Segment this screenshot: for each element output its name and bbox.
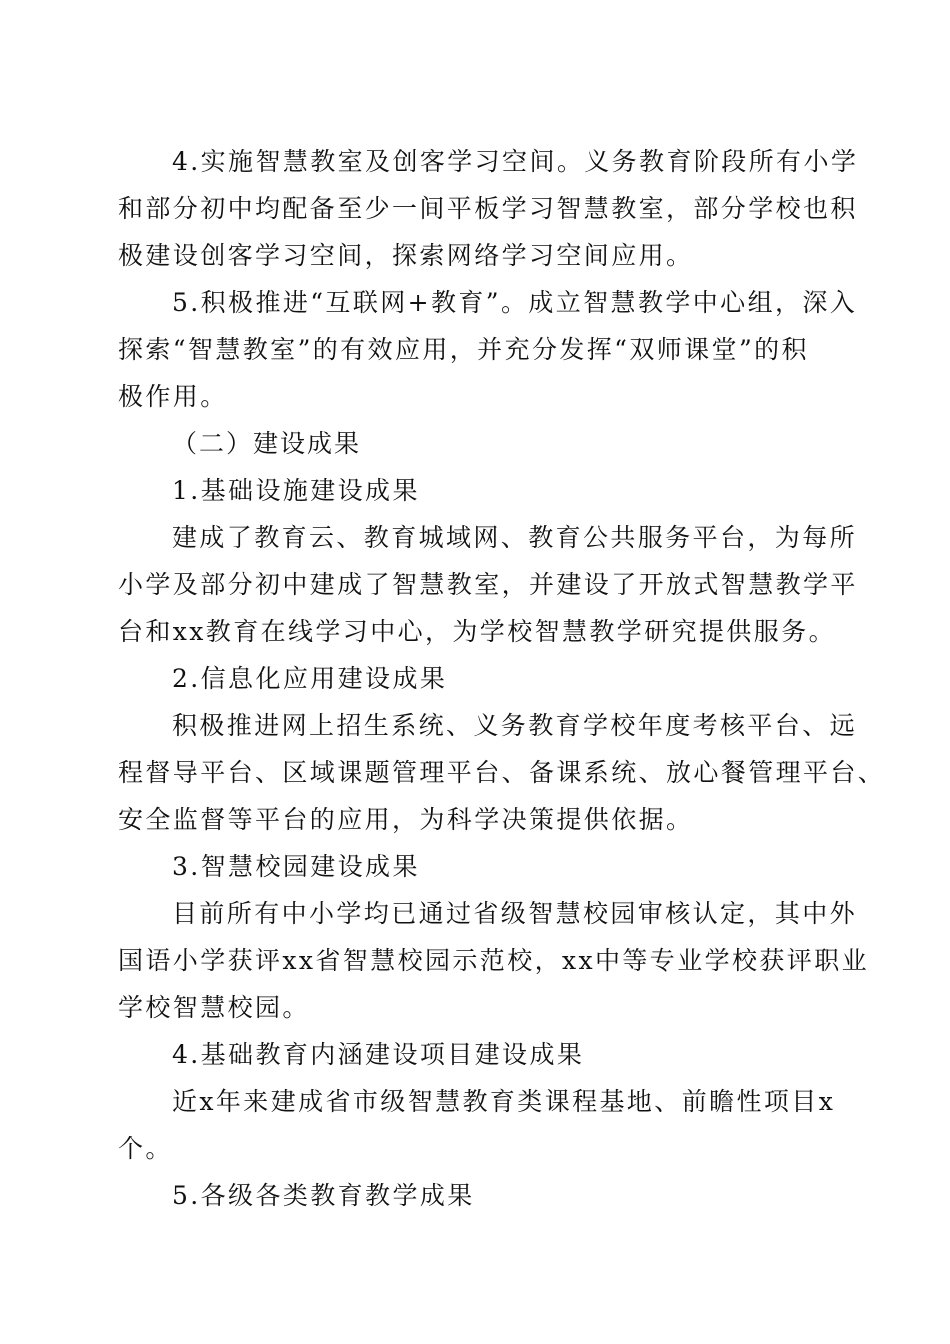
paragraph-line: 小学及部分初中建成了智慧教室，并建设了开放式智慧教学平 [118, 570, 858, 599]
subheading-5: 5.各级各类教育教学成果 [172, 1181, 475, 1210]
section-heading: （二）建设成果 [172, 429, 362, 458]
paragraph-line: 极作用。 [118, 382, 228, 411]
paragraph-line: 5.积极推进“互联网+教育”。成立智慧教学中心组，深入 [172, 288, 858, 317]
paragraph-line: 积极推进网上招生系统、义务教育学校年度考核平台、远 [172, 711, 858, 740]
paragraph-line: 学校智慧校园。 [118, 993, 310, 1022]
paragraph-line: 程督导平台、区域课题管理平台、备课系统、放心餐管理平台、 [118, 758, 886, 787]
subheading-4: 4.基础教育内涵建设项目建设成果 [172, 1040, 585, 1069]
paragraph-line: 和部分初中均配备至少一间平板学习智慧教室，部分学校也积 [118, 194, 858, 223]
paragraph-line: 目前所有中小学均已通过省级智慧校园审核认定，其中外 [172, 899, 858, 928]
paragraph-line: 4.实施智慧教室及创客学习空间。义务教育阶段所有小学 [172, 147, 859, 176]
subheading-3: 3.智慧校园建设成果 [172, 852, 420, 881]
paragraph-line: 个。 [118, 1134, 173, 1163]
paragraph-line: 安全监督等平台的应用，为科学决策提供依据。 [118, 805, 694, 834]
subheading-2: 2.信息化应用建设成果 [172, 664, 448, 693]
paragraph-line: 探索“智慧教室”的有效应用，并充分发挥“双师课堂”的积 [118, 335, 809, 364]
paragraph-line: 国语小学获评xx省智慧校园示范校，xx中等专业学校获评职业 [118, 946, 869, 975]
paragraph-line: 建成了教育云、教育城域网、教育公共服务平台，为每所 [172, 523, 858, 552]
paragraph-line: 极建设创客学习空间，探索网络学习空间应用。 [118, 241, 694, 270]
paragraph-line: 台和xx教育在线学习中心，为学校智慧教学研究提供服务。 [118, 617, 837, 646]
paragraph-line: 近x年来建成省市级智慧教育类课程基地、前瞻性项目x [172, 1087, 836, 1116]
subheading-1: 1.基础设施建设成果 [172, 476, 420, 505]
